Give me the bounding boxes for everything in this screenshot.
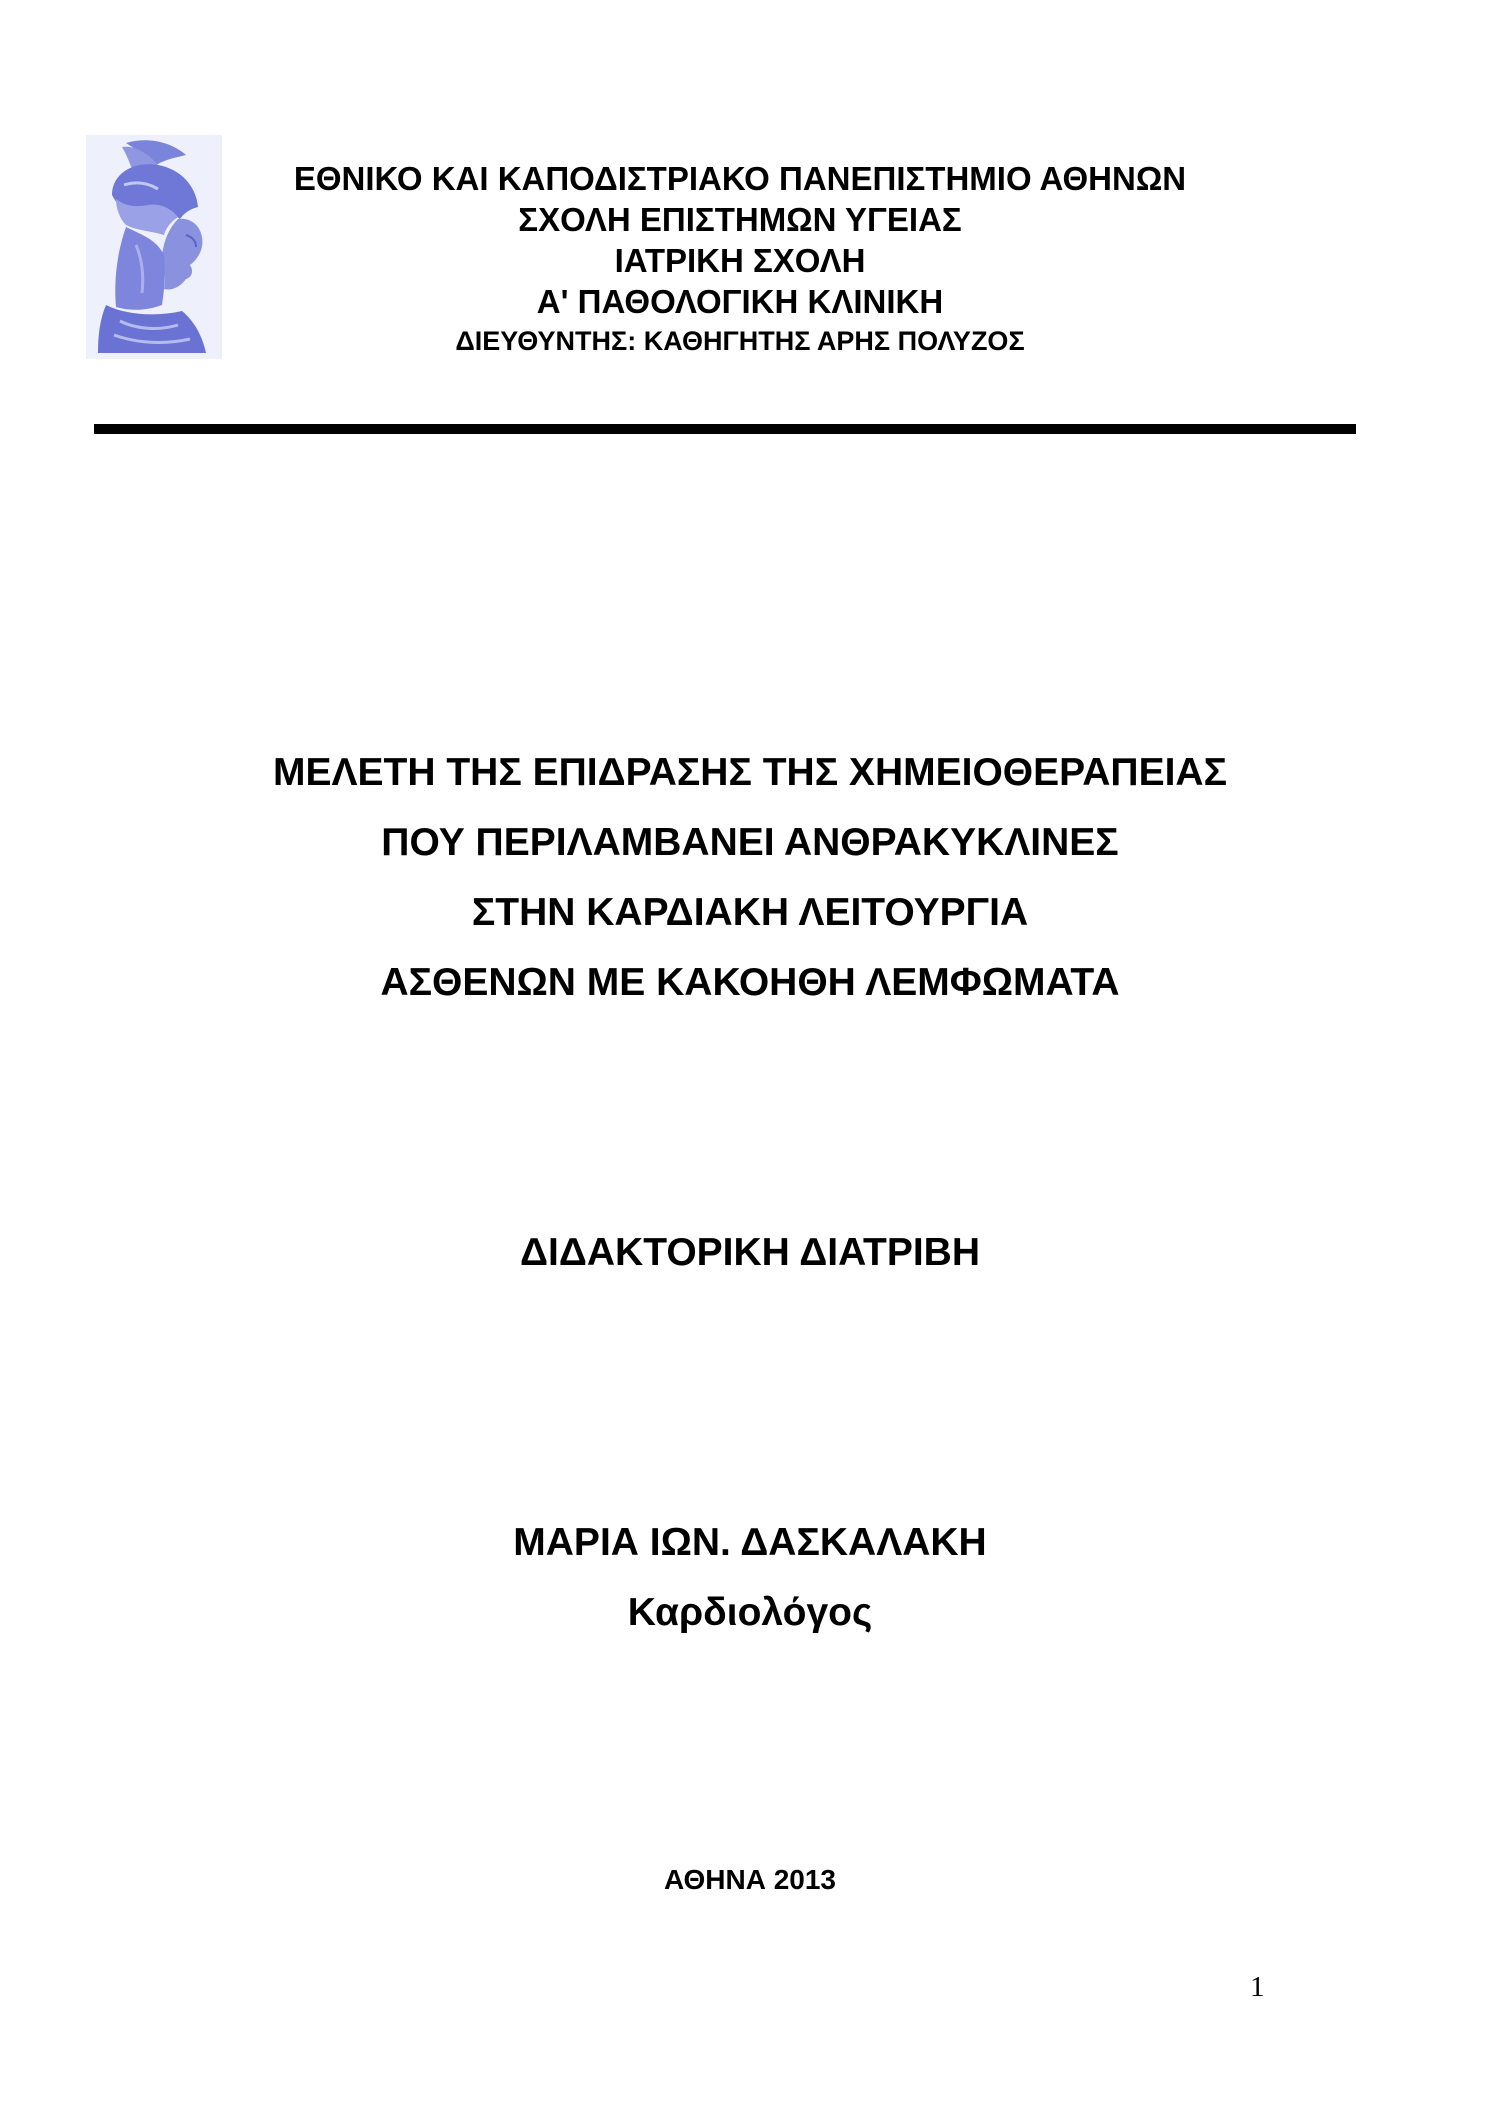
school-name: ΣΧΟΛΗ ΕΠΙΣΤΗΜΩΝ ΥΓΕΙΑΣ (518, 201, 962, 238)
thesis-title-line: ΣΤΗΝ ΚΑΡΔΙΑΚΗ ΛΕΙΤΟΥΡΓΙΑ (471, 891, 1029, 934)
author-block (0, 1508, 1489, 1648)
place-year: ΑΘΗΝΑ 2013 (664, 1864, 836, 1895)
athena-helmet-logo-icon (86, 135, 222, 359)
document-type: ΔΙΔΑΚΤΟΡΙΚΗ ΔΙΑΤΡΙΒΗ (519, 1231, 981, 1274)
thesis-title-line: ΜΕΛΕΤΗ ΤΗΣ ΕΠΙΔΡΑΣΗΣ ΤΗΣ ΧΗΜΕΙΟΘΕΡΑΠΕΙΑΣ (273, 751, 1227, 794)
thesis-title-line: ΑΣΘΕΝΩΝ ΜΕ ΚΑΚΟΗΘΗ ΛΕΜΦΩΜΑΤΑ (380, 961, 1120, 1004)
director-line: ΔΙΕΥΘΥΝΤΗΣ: ΚΑΘΗΓΗΤΗΣ ΑΡΗΣ ΠΟΛΥΖΟΣ (455, 326, 1025, 356)
author-name: ΜΑΡΙΑ ΙΩΝ. ΔΑΣΚΑΛΑΚΗ (513, 1521, 987, 1564)
header-divider (94, 424, 1356, 434)
faculty-name: ΙΑΤΡΙΚΗ ΣΧΟΛΗ (614, 242, 866, 279)
clinic-name: Α' ΠΑΘΟΛΟΓΙΚΗ ΚΛΙΝΙΚΗ (536, 283, 944, 320)
thesis-title (0, 738, 1489, 1018)
thesis-title-line: ΠΟΥ ΠΕΡΙΛΑΜΒΑΝΕΙ ΑΝΘΡΑΚΥΚΛΙΝΕΣ (381, 821, 1119, 864)
page-number: 1 (1250, 1971, 1265, 2003)
institution-header (240, 158, 1240, 360)
author-role: Καρδιολόγος (627, 1591, 873, 1634)
university-name: ΕΘΝΙΚΟ ΚΑΙ ΚΑΠΟΔΙΣΤΡΙΑΚΟ ΠΑΝΕΠΙΣΤΗΜΙΟ ΑΘΗΝΩΝ (293, 160, 1187, 197)
